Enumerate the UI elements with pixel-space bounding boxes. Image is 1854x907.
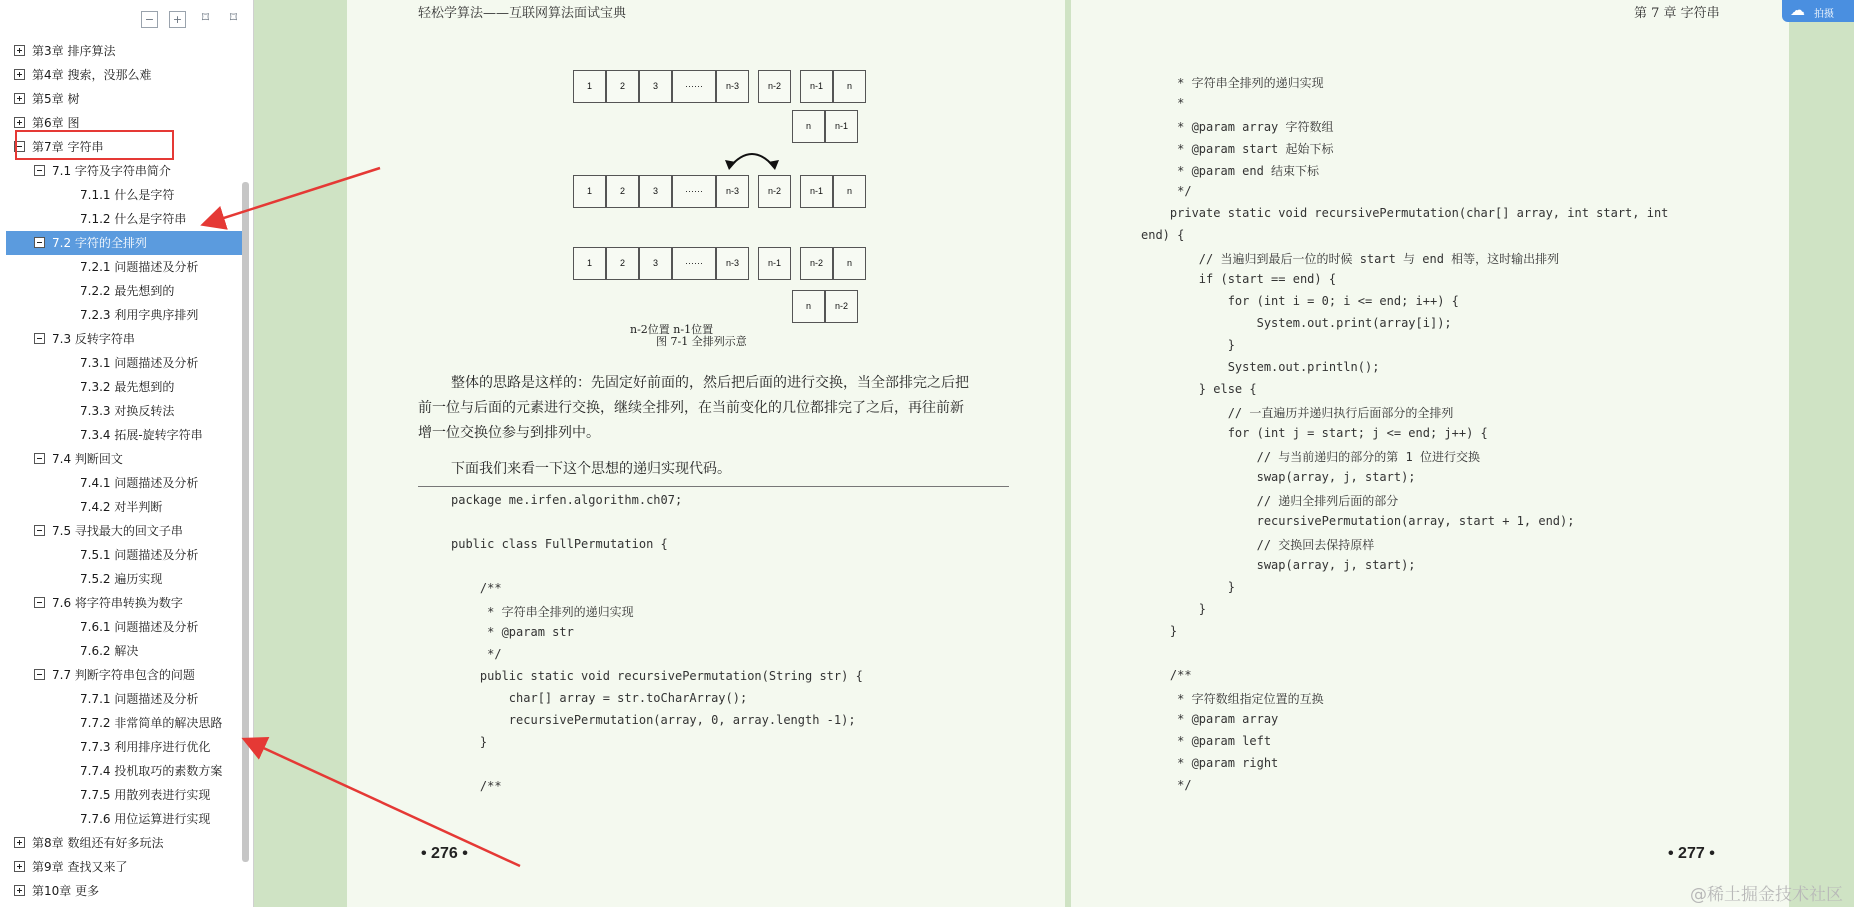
code-line: char[] array = str.toCharArray(); — [451, 691, 748, 705]
code-line: // 一直遍历并递归执行后面部分的全排列 — [1141, 406, 1454, 420]
bookmark-add-icon[interactable]: ⌑ — [201, 10, 210, 26]
toc-item-label: 第8章 数组还有好多玩法 — [32, 836, 164, 850]
toc-item-label: 7.1.2 什么是字符串 — [80, 212, 187, 226]
code-line: * 字符数组指定位置的互换 — [1141, 692, 1324, 706]
code-line: * @param end 结束下标 — [1141, 164, 1320, 178]
code-line: for (int j = start; j <= end; j++) { — [1141, 426, 1488, 440]
code-line: /** — [451, 779, 502, 793]
paragraph-line: 整体的思路是这样的：先固定好前面的，然后把后面的进行交换，当全部排完之后把 — [451, 375, 969, 391]
toc-item-label: 7.7 判断字符串包含的问题 — [52, 668, 195, 682]
figure-cell: 1 — [573, 247, 606, 280]
toc-item-label: 7.3.4 拓展-旋转字符串 — [80, 428, 203, 442]
code-line: */ — [1141, 778, 1192, 792]
figure-cell: n — [792, 110, 825, 143]
toc-item-label: 第3章 排序算法 — [32, 44, 116, 58]
figure-cell: ······ — [672, 175, 716, 208]
paragraph-line: 前一位与后面的元素进行交换，继续全排列，在当前变化的几位都排完了之后，再往前新 — [418, 400, 964, 416]
toc-item-label: 7.4.1 问题描述及分析 — [80, 476, 199, 490]
page-header: 轻松学算法——互联网算法面试宝典 — [418, 6, 627, 21]
code-line: */ — [451, 647, 502, 661]
code-line: } — [1141, 338, 1235, 352]
code-line: public static void recursivePermutation(String str) { — [451, 669, 863, 683]
capture-label: 拍摄 — [1814, 9, 1834, 20]
code-line: for (int i = 0; i <= end; i++) { — [1141, 294, 1459, 308]
page-header: 第 7 章 字符串 — [1634, 6, 1720, 21]
code-line: private static void recursivePermutation(char[] array, int start, int — [1141, 206, 1669, 220]
code-line: * @param str — [451, 625, 574, 639]
figure-cell: n-1 — [800, 70, 833, 103]
paragraph-line: 增一位交换位参与到排列中。 — [418, 425, 600, 441]
code-line: // 递归全排列后面的部分 — [1141, 494, 1399, 508]
toc-item-label: 7.6.1 问题描述及分析 — [80, 620, 199, 634]
figure-position-label: n-2位置 n-1位置 — [630, 323, 714, 336]
figure-cell: n-1 — [758, 247, 791, 280]
code-line: // 交换回去保持原样 — [1141, 538, 1375, 552]
figure-cell: n — [833, 175, 866, 208]
code-line: */ — [1141, 184, 1192, 198]
figure-cell: 2 — [606, 247, 639, 280]
code-line: * @param array — [1141, 712, 1279, 726]
code-line: * @param right — [1141, 756, 1279, 770]
code-line: // 与当前递归的部分的第 1 位进行交换 — [1141, 450, 1480, 464]
toc-item-label: 第5章 树 — [32, 92, 80, 106]
annotation-arrow — [205, 168, 380, 224]
figure-cell: n — [833, 70, 866, 103]
figure-cell: ······ — [672, 70, 716, 103]
toc-item-label: 第7章 字符串 — [32, 140, 104, 154]
code-line: } — [1141, 580, 1235, 594]
toc-item-label: 第9章 查找又来了 — [32, 860, 128, 874]
figure-caption: 图 7-1 全排列示意 — [656, 335, 747, 348]
bookmark-icon[interactable]: ⌑ — [229, 10, 238, 26]
code-line: end) { — [1141, 228, 1185, 242]
toc-item-label: 第10章 更多 — [32, 884, 100, 898]
toc-item-label: 7.3.2 最先想到的 — [80, 380, 175, 394]
figure-cell: 3 — [639, 70, 672, 103]
figure-cell: n — [792, 290, 825, 323]
figure-cell: n-2 — [825, 290, 858, 323]
annotation-arrow — [246, 740, 520, 866]
code-line: * @param array 字符数组 — [1141, 120, 1334, 134]
figure-cell: n-1 — [800, 175, 833, 208]
code-line: // 当遍归到最后一位的时候 start 与 end 相等，这时输出排列 — [1141, 252, 1560, 266]
page-number: • 276 • — [421, 845, 468, 862]
toc-item-label: 7.7.4 投机取巧的素数方案 — [80, 764, 223, 778]
code-line: if (start == end) { — [1141, 272, 1337, 286]
toc-item-label: 7.2.3 利用字典序排列 — [80, 308, 199, 322]
toc-item-label: 7.5.2 遍历实现 — [80, 572, 163, 586]
toc-item-label: 7.2.2 最先想到的 — [80, 284, 175, 298]
figure-cell: 1 — [573, 175, 606, 208]
toc-item-label: 7.7.1 问题描述及分析 — [80, 692, 199, 706]
paragraph-line: 下面我们来看一下这个思想的递归实现代码。 — [451, 461, 731, 477]
figure-cell: n-3 — [716, 70, 749, 103]
toc-item-label: 7.2.1 问题描述及分析 — [80, 260, 199, 274]
code-line: swap(array, j, start); — [1141, 470, 1416, 484]
toc-item-label: 7.6.2 解决 — [80, 644, 139, 658]
code-line: } — [451, 735, 488, 749]
code-line: System.out.println(); — [1141, 360, 1380, 374]
code-line: } else { — [1141, 382, 1257, 396]
toc-item-label: 7.3.1 问题描述及分析 — [80, 356, 199, 370]
figure-cell: 2 — [606, 175, 639, 208]
toc-item-label: 7.5 寻找最大的回文子串 — [52, 524, 183, 538]
toc-item-label: 7.1 字符及字符串简介 — [52, 164, 171, 178]
toc-item-label: 第4章 搜索，没那么难 — [32, 68, 152, 82]
toc-item-label: 7.3 反转字符串 — [52, 332, 135, 346]
code-line: swap(array, j, start); — [1141, 558, 1416, 572]
code-line: /** — [1141, 668, 1192, 682]
figure-cell: n-3 — [716, 175, 749, 208]
toc-item-label: 7.7.2 非常简单的解决思路 — [80, 716, 223, 730]
code-line: } — [1141, 602, 1207, 616]
figure-cell: 3 — [639, 247, 672, 280]
figure-cell: n-2 — [758, 175, 791, 208]
figure-cell: n-2 — [800, 247, 833, 280]
figure-cell: 2 — [606, 70, 639, 103]
code-line: public class FullPermutation { — [451, 537, 668, 551]
code-line: recursivePermutation(array, 0, array.length -1); — [451, 713, 856, 727]
toc-item-label: 7.5.1 问题描述及分析 — [80, 548, 199, 562]
figure-cell: 3 — [639, 175, 672, 208]
code-line: recursivePermutation(array, start + 1, end); — [1141, 514, 1575, 528]
toc-item-label: 第6章 图 — [32, 116, 80, 130]
code-line: package me.irfen.algorithm.ch07; — [451, 493, 683, 507]
code-line: * — [1141, 96, 1185, 110]
toc-item-label: 7.7.6 用位运算进行实现 — [80, 812, 211, 826]
page-number: • 277 • — [1668, 845, 1715, 862]
expand-all-icon[interactable]: + — [169, 11, 186, 28]
toc-item-label: 7.7.3 利用排序进行优化 — [80, 740, 211, 754]
toc-item-label: 7.2 字符的全排列 — [52, 236, 147, 250]
code-line: * 字符串全排列的递归实现 — [1141, 76, 1324, 90]
watermark: @稀土掘金技术社区 — [1690, 885, 1843, 905]
figure-cell: ······ — [672, 247, 716, 280]
toc-item-label: 7.4.2 对半判断 — [80, 500, 163, 514]
code-line: System.out.print(array[i]); — [1141, 316, 1452, 330]
code-line: * @param start 起始下标 — [1141, 142, 1334, 156]
code-line: * @param left — [1141, 734, 1272, 748]
toc-item-label: 7.3.3 对换反转法 — [80, 404, 175, 418]
figure-cell: n-2 — [758, 70, 791, 103]
code-line: } — [1141, 624, 1178, 638]
toc-item-label: 7.1.1 什么是字符 — [80, 188, 175, 202]
code-line: /** — [451, 581, 502, 595]
toc-item-label: 7.6 将字符串转换为数字 — [52, 596, 183, 610]
figure-cell: 1 — [573, 70, 606, 103]
figure-cell: n-1 — [825, 110, 858, 143]
collapse-all-icon[interactable]: − — [141, 11, 158, 28]
toc-item-label: 7.7.5 用散列表进行实现 — [80, 788, 211, 802]
toc-item-label: 7.4 判断回文 — [52, 452, 123, 466]
cloud-icon: ☁ — [1790, 1, 1805, 19]
figure-cell: n — [833, 247, 866, 280]
code-line: * 字符串全排列的递归实现 — [451, 605, 634, 619]
figure-cell: n-3 — [716, 247, 749, 280]
